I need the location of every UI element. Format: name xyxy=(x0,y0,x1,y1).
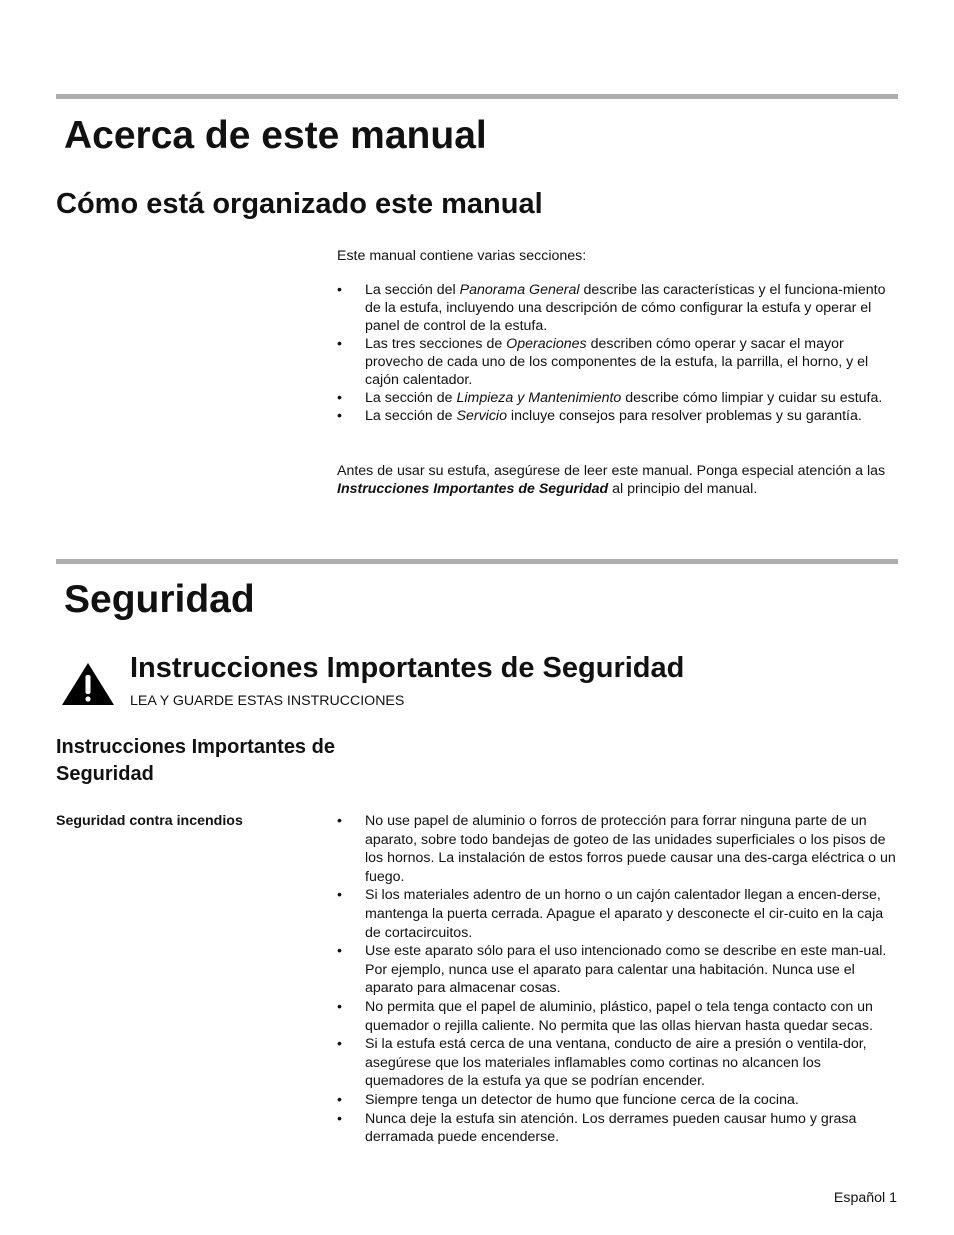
intro-paragraph: Este manual contiene varias secciones: xyxy=(337,248,587,264)
bullet-icon: • xyxy=(337,1091,342,1108)
list-item: • La sección de Servicio incluye consejos para resolver problemas y su garantía. xyxy=(337,408,862,424)
safety-heading: Instrucciones Importantes de Seguridad xyxy=(130,652,685,684)
side-heading: Instrucciones Importantes de Seguridad xyxy=(56,736,335,785)
fire-safety-list xyxy=(337,812,897,1147)
bullet-icon: • xyxy=(337,887,342,904)
read-and-save-note: LEA Y GUARDE ESTAS INSTRUCCIONES xyxy=(130,693,405,709)
sections-list xyxy=(337,281,897,425)
page-number: Español 1 xyxy=(833,1190,897,1206)
bullet-icon: • xyxy=(337,336,342,352)
list-item: • Use este aparato sólo para el uso intencionado como se describe en este man-ual. Por ejemplo, nunca use el aparato para calentar una habitación. Nunca use el aparato para almacenar cosas. xyxy=(337,943,887,997)
bullet-icon: • xyxy=(337,390,342,406)
list-item: • No use papel de aluminio o forros de protección para forrar ninguna parte de un aparato, sobre todo bandejas de goteo de las unidades superficiales o los pisos de los hornos. La instalación de estos forros puede causar una des-carga eléctrica o un fuego. xyxy=(337,813,896,885)
list-item: • Nunca deje la estufa sin atención. Los derrames pueden causar humo y grasa derramada puede encenderse. xyxy=(337,1110,857,1146)
section-heading: Cómo está organizado este manual xyxy=(56,188,543,220)
bullet-icon: • xyxy=(337,1110,342,1127)
list-item: • Las tres secciones de Operaciones describen cómo operar y sacar el mayor provecho de cada uno de los componentes de la estufa, la parrilla, el horno, y el cajón calentador. xyxy=(337,336,869,388)
section-divider xyxy=(56,94,898,99)
safety-title: Seguridad xyxy=(64,578,255,621)
bullet-icon: • xyxy=(337,282,342,298)
list-item: • Siempre tenga un detector de humo que funcione cerca de la cocina. xyxy=(337,1091,799,1108)
section-divider xyxy=(56,559,898,564)
list-item: • La sección de Limpieza y Mantenimiento describe cómo limpiar y cuidar su estufa. xyxy=(337,390,883,406)
list-item: • No permita que el papel de aluminio, plástico, papel o tela tenga contacto con un quemador o rejilla caliente. No permita que las ollas hiervan hasta quedar secas. xyxy=(337,998,873,1034)
page-title: Acerca de este manual xyxy=(64,114,487,157)
bullet-icon: • xyxy=(337,813,342,829)
list-item: • Si los materiales adentro de un horno o un cajón calentador llegan a encen-derse, mantenga la puerta cerrada. Apague el aparato y desconecte el cir-cuito en la caja de cortacircuitos. xyxy=(337,887,884,941)
list-item: • La sección del Panorama General describe las características y el funciona-miento de la estufa, incluyendo una descripción de cómo configurar la estufa y operar el panel de control de la estufa. xyxy=(337,282,886,334)
bullet-icon: • xyxy=(337,943,342,960)
warning-triangle-icon xyxy=(60,661,116,707)
bullet-icon: • xyxy=(337,1036,342,1053)
bullet-icon: • xyxy=(337,408,342,424)
closing-paragraph: Antes de usar su estufa, asegúrese de leer este manual. Ponga especial atención a las Instrucciones Importantes de Seguridad al principio del manual. xyxy=(337,463,886,497)
bullet-icon: • xyxy=(337,998,342,1015)
fire-safety-label: Seguridad contra incendios xyxy=(56,813,243,829)
list-item: • Si la estufa está cerca de una ventana, conducto de aire a presión o ventila-dor, asegúrese que los materiales inflamables como cortinas no alcancen los quemadores de la estufa ya que se podrían encender. xyxy=(337,1036,867,1090)
